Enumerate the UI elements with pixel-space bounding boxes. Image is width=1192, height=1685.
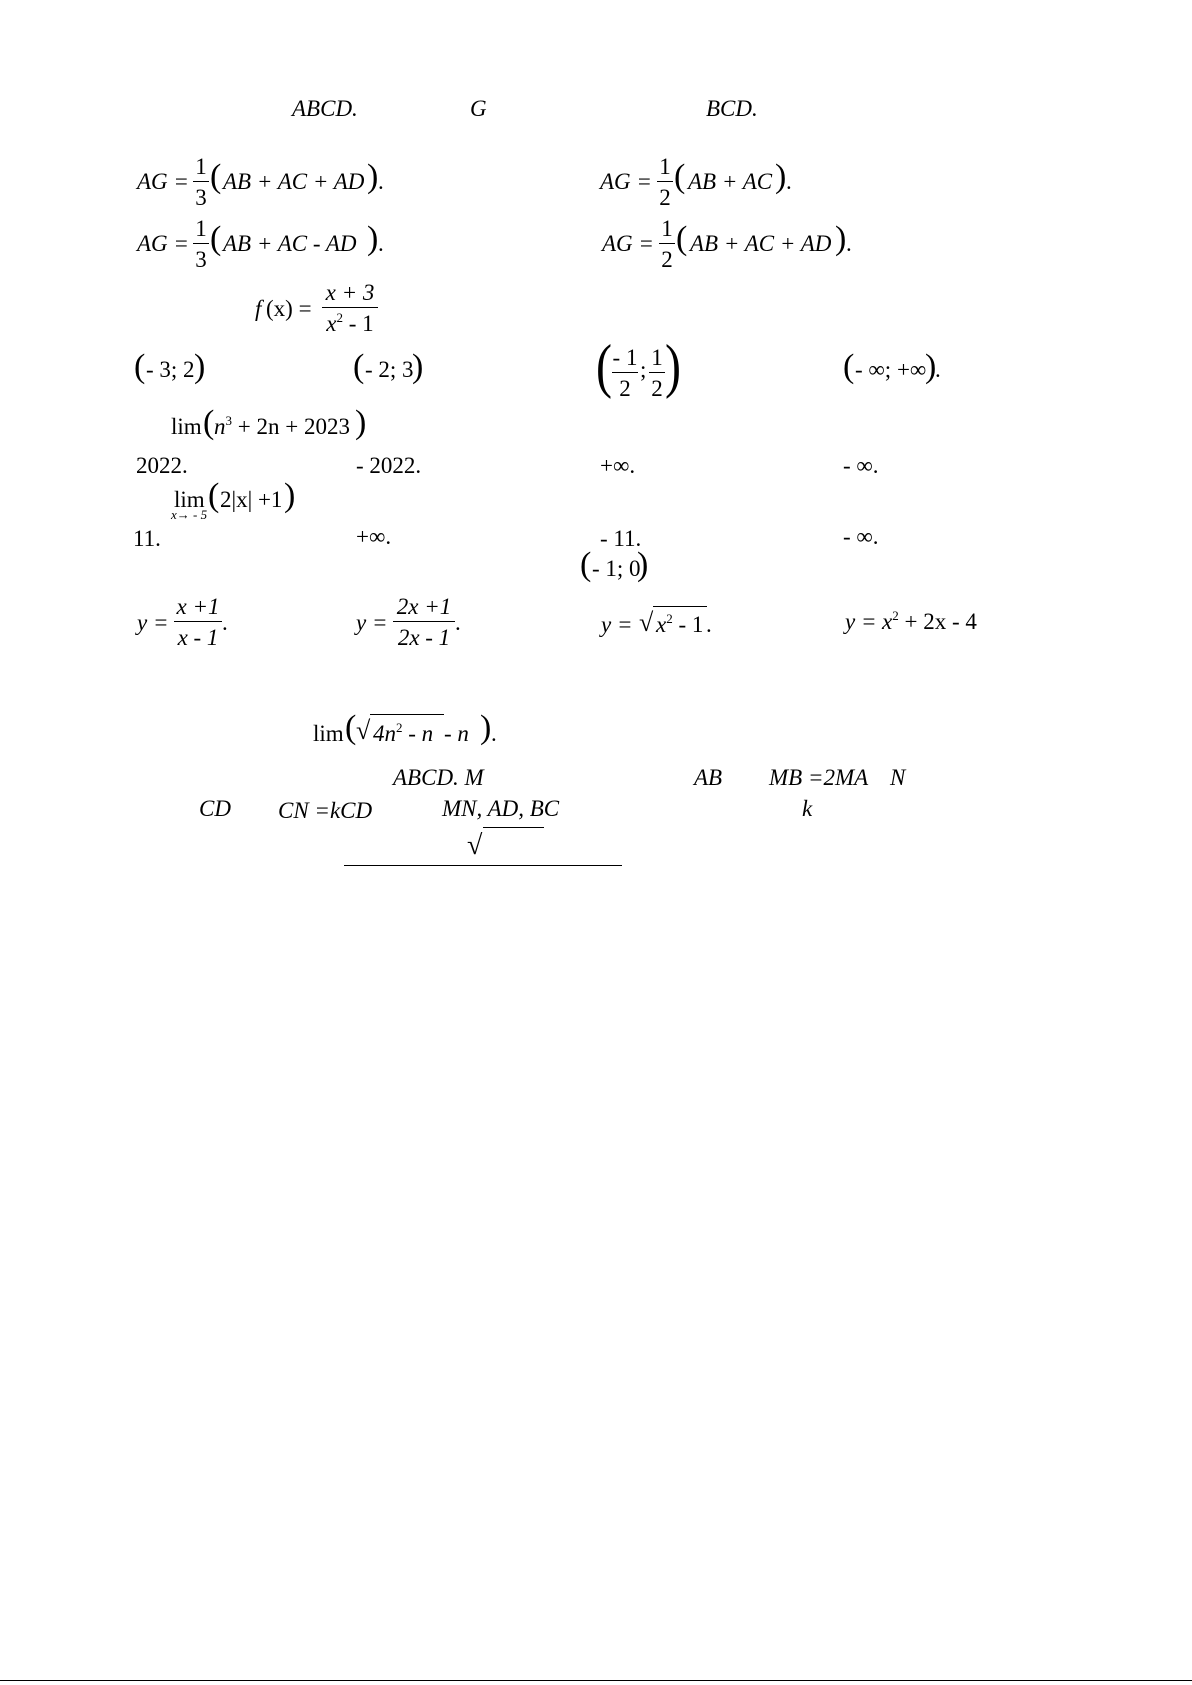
paren-close: ) [925, 348, 937, 385]
fraction: 1 3 [193, 155, 209, 209]
lim-operator: lim [171, 414, 202, 439]
paren-close: ) [665, 333, 681, 400]
paren-open: ( [210, 158, 222, 195]
separator: ; [640, 357, 647, 382]
interval: - 3; 2 [146, 357, 195, 382]
paren-open: ( [676, 220, 688, 257]
label-k: k [802, 796, 813, 821]
fraction: x +1 x - 1 [174, 595, 222, 649]
vector-sum: AB + AC + AD [690, 231, 832, 256]
lim1-option-a[interactable]: 2022. [136, 453, 188, 478]
paren-open: ( [208, 477, 220, 514]
paren-close: ) [367, 220, 379, 257]
paren-close: ) [835, 220, 847, 257]
paren-open: ( [203, 404, 215, 441]
label-bcd: BCD. [706, 96, 758, 121]
radical-bar [370, 714, 444, 715]
lim2-option-b[interactable]: +∞. [356, 524, 392, 549]
abs-expression: 2|x| +1 [220, 487, 283, 512]
label-g: G [470, 96, 487, 121]
vector-sum: AB + AC [688, 169, 773, 194]
interval: - ∞; +∞ [855, 357, 927, 382]
paren-close: ) [284, 477, 296, 514]
paren-close: ) [355, 404, 367, 441]
fraction: 1 3 [193, 217, 209, 271]
label-cd: CD [199, 796, 231, 821]
vector-sum: AB + AC + AD [223, 169, 365, 194]
paren-open: ( [843, 348, 855, 385]
lim2-option-c[interactable]: - 11. [600, 526, 642, 551]
option-lhs: AG = [137, 169, 189, 194]
option-lhs: y = [137, 610, 169, 635]
lim2-option-a[interactable]: 11. [133, 526, 161, 551]
period: . [222, 610, 228, 635]
subtracted-term: - n [444, 721, 469, 746]
option-lhs: y = [845, 609, 877, 634]
paren-close: ) [367, 158, 379, 195]
sqrt-icon: √ [467, 830, 483, 861]
function-name: f [255, 296, 262, 321]
label-n: N [890, 765, 906, 790]
interval: - 1; 0 [592, 556, 641, 581]
interval: - 2; 3 [365, 357, 414, 382]
lim1-option-c[interactable]: +∞. [600, 453, 636, 478]
option-lhs: y = [356, 610, 388, 635]
label-abcd-m: ABCD. M [393, 765, 484, 790]
paren-close: ) [480, 709, 492, 746]
paren-close: ) [775, 158, 787, 195]
option-lhs: AG = [137, 231, 189, 256]
radical-bar [483, 827, 544, 828]
lim2-option-d[interactable]: - ∞. [843, 524, 879, 549]
page-bottom-rule [0, 1680, 1192, 1681]
lim1-option-b[interactable]: - 2022. [356, 453, 422, 478]
paren-close: ) [637, 546, 649, 583]
period: . [786, 169, 792, 194]
period: . [935, 357, 941, 382]
paren-close: ) [194, 348, 206, 385]
lim1-option-d[interactable]: - ∞. [843, 453, 879, 478]
period: . [378, 169, 384, 194]
lim-operator: lim [174, 487, 205, 512]
option-lhs: AG = [602, 231, 654, 256]
fraction: 2x +1 2x - 1 [393, 595, 455, 649]
fraction: - 1 2 [612, 345, 638, 401]
sqrt-icon: √ [639, 608, 654, 637]
paren-open: ( [674, 158, 686, 195]
paren-open: ( [596, 333, 612, 400]
function-fraction: x + 3 $x^2 - 1$ [322, 281, 378, 335]
fraction: 1 2 [659, 217, 675, 271]
paren-close: ) [412, 348, 424, 385]
radical-bar [653, 606, 707, 607]
lim-subscript: x→ - 5 [171, 507, 208, 522]
label-mb-eq: MB =2MA [769, 765, 869, 790]
label-lines: MN, AD, BC [442, 796, 560, 821]
option-lhs: y = [601, 612, 633, 637]
lim-operator: lim [313, 721, 344, 746]
label-ab: AB [694, 765, 723, 790]
paren-open: ( [353, 348, 365, 385]
paren-open: ( [580, 546, 592, 583]
function-arg: (x) = [266, 296, 312, 321]
answer-line [344, 865, 622, 866]
paren-open: ( [210, 220, 222, 257]
label-abcd: ABCD. [292, 96, 358, 121]
period: . [455, 610, 461, 635]
option-lhs: AG = [600, 169, 652, 194]
period: . [706, 612, 712, 637]
sqrt-icon: √ [356, 716, 371, 745]
vector-sum: AB + AC - AD [223, 231, 357, 256]
label-cn-eq: CN =kCD [278, 798, 373, 823]
fraction: 1 2 [657, 155, 673, 209]
period: . [846, 231, 852, 256]
period: . [491, 721, 497, 746]
paren-open: ( [345, 709, 357, 746]
paren-open: ( [134, 348, 146, 385]
fraction: 1 2 [649, 346, 665, 400]
period: . [378, 231, 384, 256]
